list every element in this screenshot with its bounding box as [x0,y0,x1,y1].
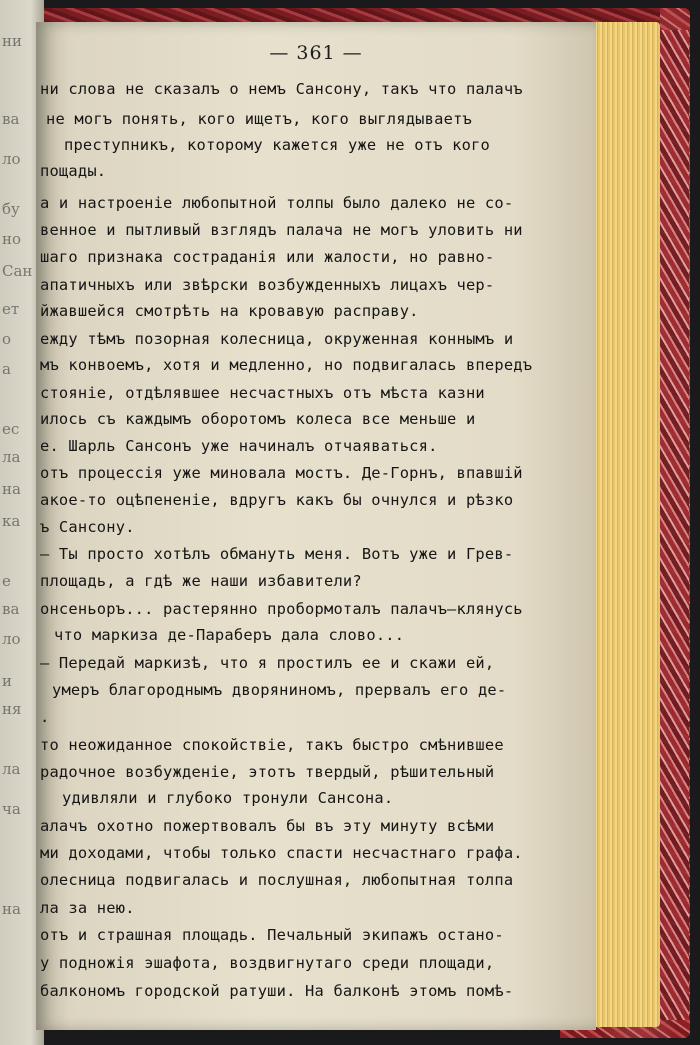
text-line: – Ты просто хотѣлъ обмануть меня. Вотъ уже и Грев- [40,545,514,563]
left-page-fragment: ва [2,110,20,128]
text-line: пощады. [40,162,107,180]
left-page-fragment: ча [2,800,21,818]
text-line: то неожиданное спокойствіе, такъ быстро смѣнившее [40,736,504,754]
text-line: что маркиза де-Параберъ дала слово... [54,626,405,644]
text-line: акое-то оцѣпененіе, вдругъ какъ бы очнулся и рѣзко [40,491,514,509]
left-page-fragment: бу [2,200,20,218]
left-page-fragment: ло [2,630,21,648]
text-line: ни слова не сказалъ о немъ Сансону, такъ что палачъ [40,80,523,98]
text-line: венное и пытливый взглядъ палача не могъ уловить ни [40,221,523,239]
text-line: радочное возбужденіе, этотъ твердый, рѣшительный [40,763,495,781]
left-page-fragment: а [2,360,11,378]
text-line: . [40,708,50,726]
text-line: преступникъ, которому кажется уже не отъ кого [64,136,490,154]
left-page-fragment: ет [2,300,20,318]
left-page-fragment: ва [2,600,20,618]
text-line: олесница подвигалась и послушная, любопытная толпа [40,871,514,889]
text-line: не могъ понять, кого ищетъ, кого выглядываетъ [46,110,472,128]
text-line: отъ и страшная площадь. Печальный экипажъ остано- [40,926,504,944]
left-page-fragment: на [2,480,21,498]
book-page [36,22,596,1030]
text-line: алачъ охотно пожертвовалъ бы въ эту минуту всѣми [40,817,495,835]
text-line: шаго признака состраданія или жалости, но равно- [40,248,495,266]
text-line: – Передай маркизѣ, что я простилъ ее и скажи ей, [40,654,495,672]
left-page-fragment: на [2,900,21,918]
text-line: е. Шарль Сансонъ уже начиналъ отчаяваться. [40,437,438,455]
text-line: ъ Сансону. [40,518,135,536]
text-line: удивляли и глубоко тронули Сансона. [62,789,394,807]
text-line: балкономъ городской ратуши. На балконѣ этомъ помѣ- [40,982,514,1000]
text-line: умеръ благороднымъ дворяниномъ, прервалъ его де- [52,681,507,699]
text-line: отъ процессія уже миновала мостъ. Де-Горнъ, впавшій [40,464,523,482]
left-page-fragment: е [2,572,11,590]
page-stack-edge [588,22,660,1027]
text-line: онсеньоръ... растерянно пробормоталъ палачъ—клянусь [40,600,523,618]
text-line: ми доходами, чтобы только спасти несчастнаго графа. [40,844,523,862]
left-page-fragment: ка [2,512,21,530]
text-line: апатичныхъ или звѣрски возбужденныхъ лицахъ чер- [40,276,495,294]
text-line: у подножія эшафота, воздвигнутаго среди площади, [40,954,495,972]
text-line: йжавшейся смотрѣть на кровавую расправу. [40,302,419,320]
left-page-fragment: Сан [2,262,33,280]
left-page-fragment: ня [2,700,22,718]
text-line: ла за нею. [40,899,135,917]
left-page-fragment: ло [2,150,21,168]
left-page-fragment: ни [2,32,22,50]
left-page-fragment: и [2,672,12,690]
text-line: ежду тѣмъ позорная колесница, окруженная коннымъ и [40,330,514,348]
left-page-fragment: ес [2,420,20,438]
text-line: мъ конвоемъ, хотя и медленно, но подвигалась впередъ [40,356,533,374]
left-page-fragment: о [2,330,12,348]
left-page-fragment: но [2,230,22,248]
page-number: — 361 — [269,42,363,64]
text-line: площадь, а гдѣ же наши избавители? [40,572,362,590]
text-line: стояніе, отдѣлявшее несчастныхъ отъ мѣста казни [40,384,485,402]
left-page-fragment: ла [2,760,21,778]
text-line: илось съ каждымъ оборотомъ колеса все меньше и [40,410,476,428]
left-page-fragment: ла [2,448,21,466]
text-line: а и настроеніе любопытной толпы было далеко не со- [40,194,514,212]
